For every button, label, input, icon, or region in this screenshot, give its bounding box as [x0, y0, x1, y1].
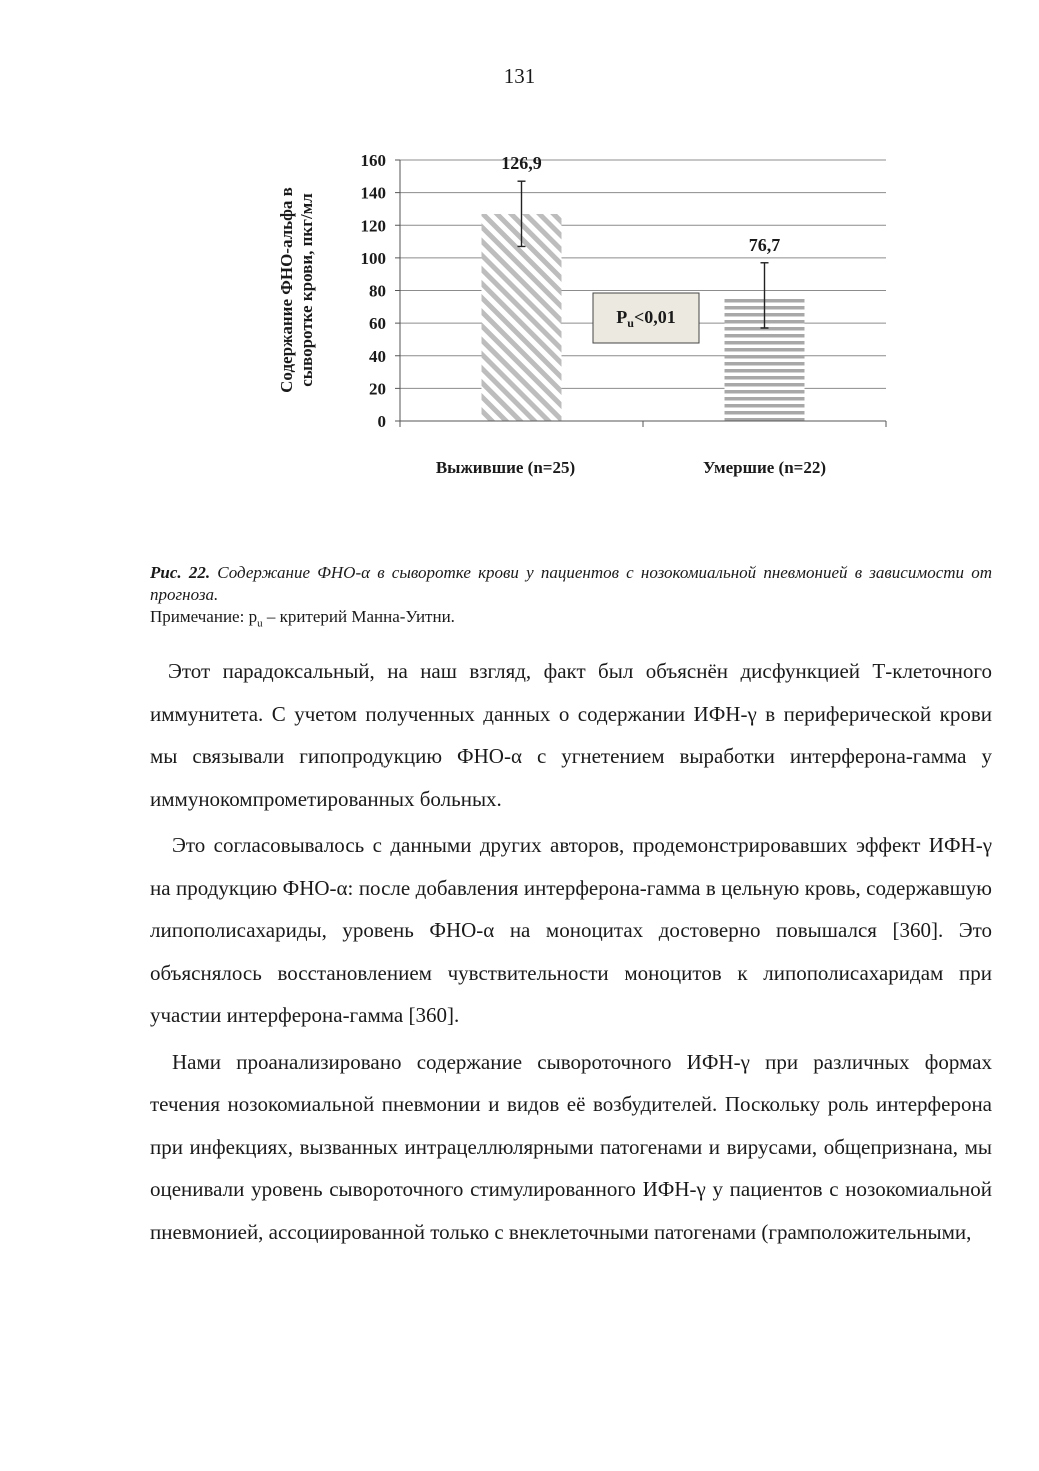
x-tick-label: Умершие (n=22)	[702, 458, 827, 477]
paragraph: Нами проанализировано содержание сывороточного ИФН-γ при различных формах течения нозокомиальной пневмонии и видов её возбудителей. Поскольку роль интерферона при инфекциях, вызванных интрацеллюлярными патогенами и вирусами, общепризнана, мы оценивали уровень сывороточного стимулированного ИФН-γ у пациентов с нозокомиальной пневмонией, ассоциированной только с внеклеточными патогенами (грамположительными,	[150, 1049, 992, 1244]
figure-caption	[150, 562, 992, 634]
paragraph: Это согласовывалось с данными других авторов, продемонстрировавших эффект ИФН-γ на продукцию ФНО-α: после добавления интерферона-гамма в цельную кровь, содержавшую липополисахариды, уровень ФНО-α на моноцитах достоверно повышался [360]. Это объяснялось восстановлением чувствительности моноцитов к липополисахаридам при участии интерферона-гамма [360].	[150, 833, 992, 1027]
data-label: 76,7	[748, 234, 781, 255]
figure-text: Содержание ФНО-α в сыворотке крови у пациентов с нозокомиальной пневмонией в зависимости от прогноза.	[150, 563, 992, 604]
y-axis-label	[277, 187, 316, 393]
note-rest: – критерий Манна-Уитни.	[262, 607, 455, 626]
paragraph: Этот парадоксальный, на наш взгляд, факт был объяснён дисфункцией Т-клеточного иммунитета. С учетом полученных данных о содержании ИФН-γ в периферической крови мы связывали гипопродукцию ФНО-α с угнетением выработки интерферона-гамма у иммунокомпрометированных больных.	[150, 659, 992, 811]
y-tick-label: 60	[369, 314, 386, 334]
y-tick-label: 40	[369, 346, 386, 366]
bar-chart	[262, 138, 902, 488]
page-number: 131	[503, 64, 536, 88]
note-subscript: u	[257, 617, 263, 630]
data-label: 126,9	[501, 153, 542, 174]
note-prefix: Примечание: p	[150, 607, 258, 626]
figure-note	[150, 606, 992, 634]
grid-lines	[400, 160, 886, 388]
y-axis-label-line2: сыворотке крови, пкг/мл	[297, 193, 316, 387]
y-tick-label: 160	[360, 151, 386, 170]
y-tick-label: 20	[369, 379, 386, 399]
x-tick-label: Выжившие (n=25)	[435, 458, 576, 477]
annotation-text: $P_u<0,01$	[616, 307, 676, 330]
y-tick-label: 100	[360, 248, 386, 268]
figure-label: Рис. 22.	[150, 563, 211, 582]
y-tick-label: 80	[369, 281, 386, 301]
y-tick-label: 140	[360, 183, 386, 203]
body-text	[150, 650, 992, 1257]
y-axis-label-line1: Содержание ФНО-альфа в	[277, 187, 296, 393]
y-tick-label: 0	[377, 412, 386, 431]
y-tick-label: 120	[360, 216, 386, 236]
